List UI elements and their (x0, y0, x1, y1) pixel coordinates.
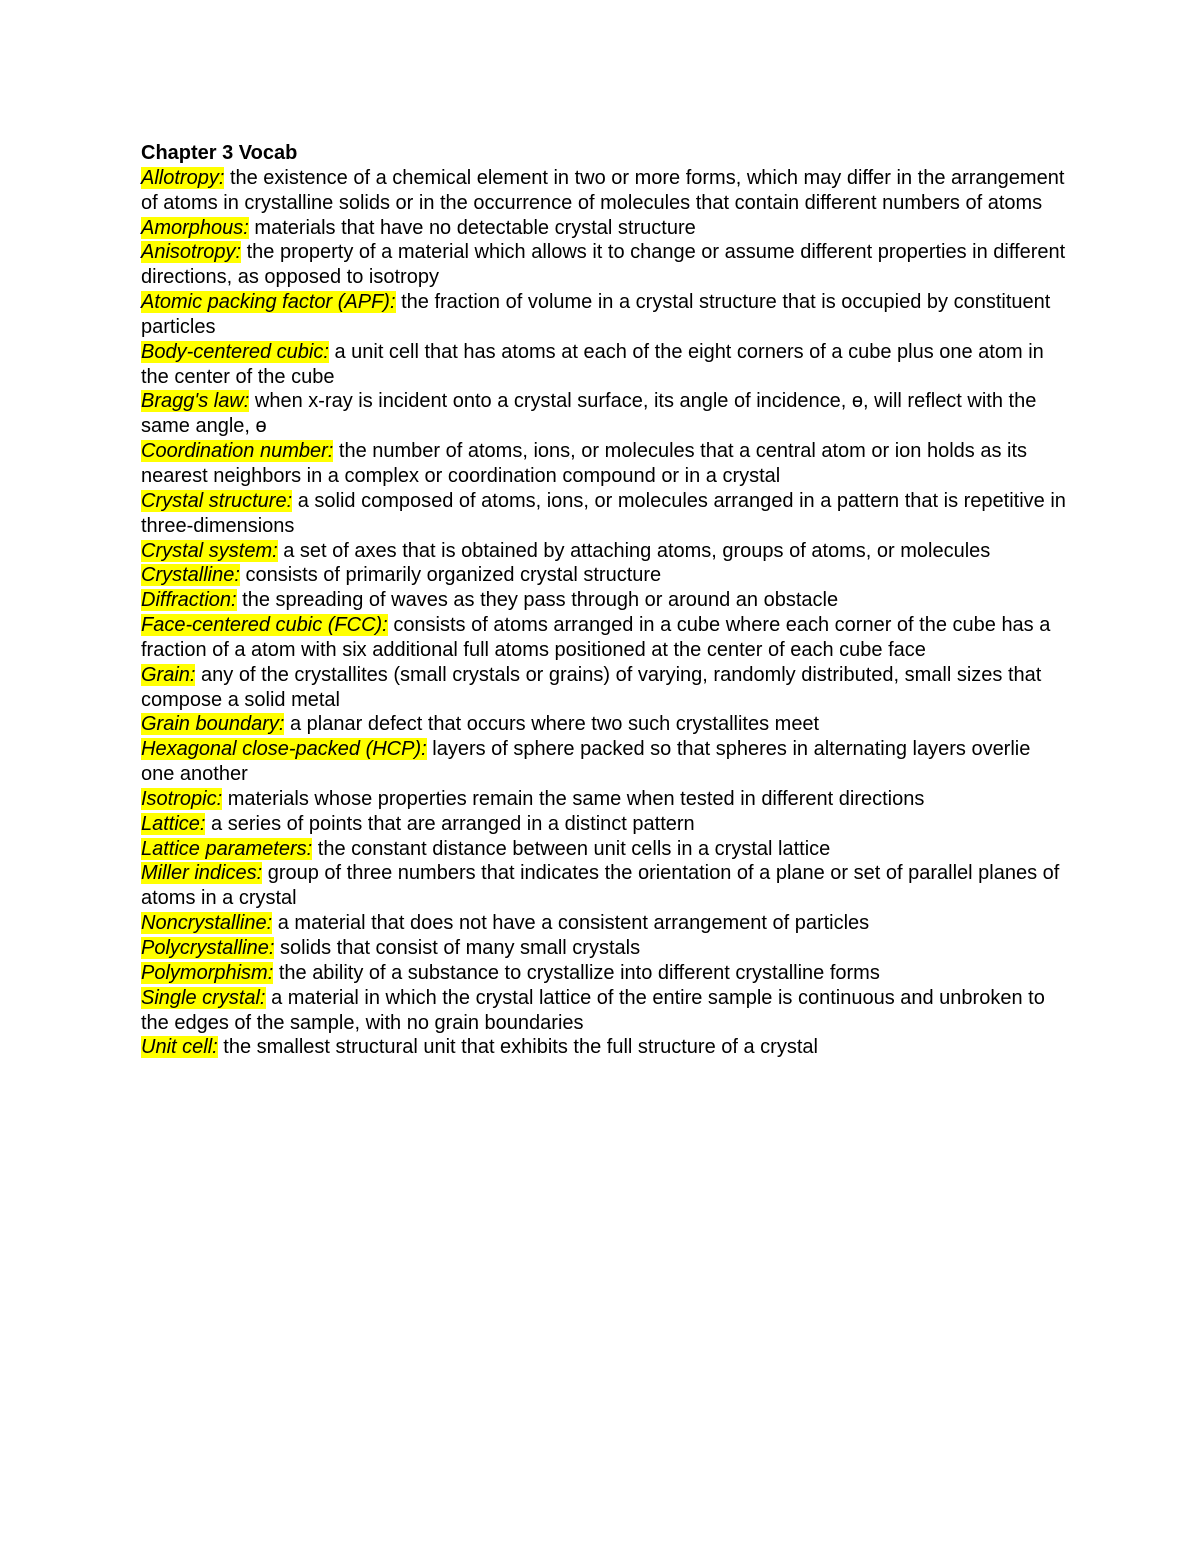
vocab-term: Single crystal: (141, 986, 266, 1009)
vocab-term: Atomic packing factor (APF): (141, 291, 396, 314)
vocab-entry-miller-indices (141, 861, 1066, 911)
vocab-definition: the smallest structural unit that exhibits the full structure of a crystal (223, 1036, 818, 1059)
vocab-definition: materials that have no detectable crystal structure (254, 216, 696, 239)
vocab-entry-crystal-system (141, 539, 1066, 564)
vocab-entry-allotropy (141, 166, 1066, 216)
vocab-definition: layers of sphere packed so that spheres in alternating layers overlie one another (141, 738, 1031, 786)
vocab-definition: a unit cell that has atoms at each of the eight corners of a cube plus one atom in the center of the cube (141, 340, 1044, 388)
vocab-definition: the spreading of waves as they pass through or around an obstacle (242, 589, 839, 612)
vocab-entry-grain-boundary (141, 712, 1066, 737)
vocab-term: Isotropic: (141, 787, 223, 810)
vocab-list (141, 166, 1066, 1060)
vocab-entry-hexagonal-close-packed (141, 737, 1066, 787)
vocab-entry-amorphous (141, 216, 1066, 241)
vocab-definition: the property of a material which allows it to change or assume different properties in different directions, as opposed to isotropy (141, 241, 1066, 289)
vocab-entry-body-centered-cubic (141, 340, 1066, 390)
vocab-term: Body-centered cubic: (141, 340, 329, 363)
vocab-term: Polycrystalline: (141, 937, 275, 959)
vocab-term: Diffraction: (141, 589, 237, 612)
vocab-entry-grain (141, 663, 1066, 713)
vocab-definition: a series of points that are arranged in a distinct pattern (211, 812, 695, 835)
vocab-entry-isotropic (141, 787, 1066, 812)
vocab-definition: the number of atoms, ions, or molecules that a central atom or ion holds as its nearest neighbors in a complex or coordination compound or in a crystal (141, 440, 1028, 487)
vocab-entry-face-centered-cubic (141, 613, 1066, 663)
vocab-entry-braggs-law (141, 389, 1066, 439)
vocab-definition: when x-ray is incident onto a crystal surface, its angle of incidence, ɵ, will reflect with the same angle, ɵ (141, 390, 1037, 438)
vocab-entry-unit-cell (141, 1035, 1066, 1060)
document-title: Chapter 3 Vocab (141, 142, 298, 164)
vocab-term: Anisotropy: (141, 241, 242, 264)
vocab-term: Hexagonal close-packed (HCP): (141, 738, 427, 761)
vocab-term: Crystalline: (141, 564, 240, 587)
vocab-term: Crystal system: (141, 539, 278, 562)
vocab-definition: materials whose properties remain the same when tested in different directions (227, 787, 925, 810)
vocab-entry-single-crystal (141, 986, 1066, 1036)
vocab-entry-diffraction (141, 588, 1066, 613)
vocab-entry-crystal-structure (141, 489, 1066, 539)
vocab-definition: group of three numbers that indicates the orientation of a plane or set of parallel planes of atoms in a crystal (141, 862, 1060, 910)
vocab-definition: a material that does not have a consistent arrangement of particles (277, 912, 870, 935)
vocab-term: Grain: (141, 663, 196, 686)
vocab-definition: the existence of a chemical element in two or more forms, which may differ in the arrangement of atoms in crystalline solids or in the occurrence of molecules that contain different numbers of atoms (141, 166, 1065, 214)
document-page (141, 141, 1066, 1060)
vocab-term: Lattice: (141, 812, 206, 835)
vocab-term: Bragg's law: (141, 390, 250, 413)
vocab-term: Lattice parameters: (141, 837, 313, 860)
vocab-entry-noncrystalline (141, 911, 1066, 936)
vocab-definition: a material in which the crystal lattice of the entire sample is continuous and unbroken to the edges of the sample, with no grain boundaries (141, 986, 1045, 1034)
vocab-term: Face-centered cubic (FCC): (141, 614, 388, 637)
vocab-term: Miller indices: (141, 862, 263, 885)
vocab-definition: a solid composed of atoms, ions, or molecules arranged in a pattern that is repetitive in three-dimensions (141, 489, 1066, 537)
vocab-term: Grain boundary: (141, 713, 285, 736)
vocab-definition: solids that consist of many small crystals (279, 937, 641, 959)
vocab-term: Unit cell: (141, 1036, 218, 1059)
vocab-term: Amorphous: (141, 216, 249, 239)
vocab-definition: a set of axes that is obtained by attaching atoms, groups of atoms, or molecules (283, 539, 991, 562)
vocab-definition: consists of atoms arranged in a cube where each corner of the cube has a fraction of a atom with six additional full atoms positioned at the center of each cube face (141, 614, 1051, 661)
vocab-definition: consists of primarily organized crystal structure (245, 564, 662, 587)
vocab-definition: a planar defect that occurs where two such crystallites meet (289, 713, 820, 736)
vocab-term: Coordination number: (141, 440, 334, 463)
vocab-entry-polymorphism (141, 961, 1066, 986)
vocab-entry-polycrystalline (141, 936, 1066, 961)
vocab-definition: the ability of a substance to crystallize into different crystalline forms (278, 961, 880, 984)
vocab-term: Noncrystalline: (141, 912, 273, 935)
vocab-term: Allotropy: (141, 166, 225, 189)
vocab-entry-lattice (141, 812, 1066, 837)
vocab-entry-lattice-parameters (141, 837, 1066, 862)
vocab-definition: the constant distance between unit cells in a crystal lattice (317, 837, 831, 860)
vocab-entry-coordination-number (141, 439, 1066, 489)
vocab-term: Crystal structure: (141, 489, 293, 512)
vocab-entry-crystalline (141, 563, 1066, 588)
vocab-entry-anisotropy (141, 240, 1066, 290)
vocab-entry-atomic-packing-factor (141, 290, 1066, 340)
vocab-definition: the fraction of volume in a crystal structure that is occupied by constituent particles (141, 291, 1051, 338)
vocab-definition: any of the crystallites (small crystals or grains) of varying, randomly distributed, small sizes that compose a solid metal (141, 663, 1042, 711)
vocab-term: Polymorphism: (141, 961, 274, 984)
